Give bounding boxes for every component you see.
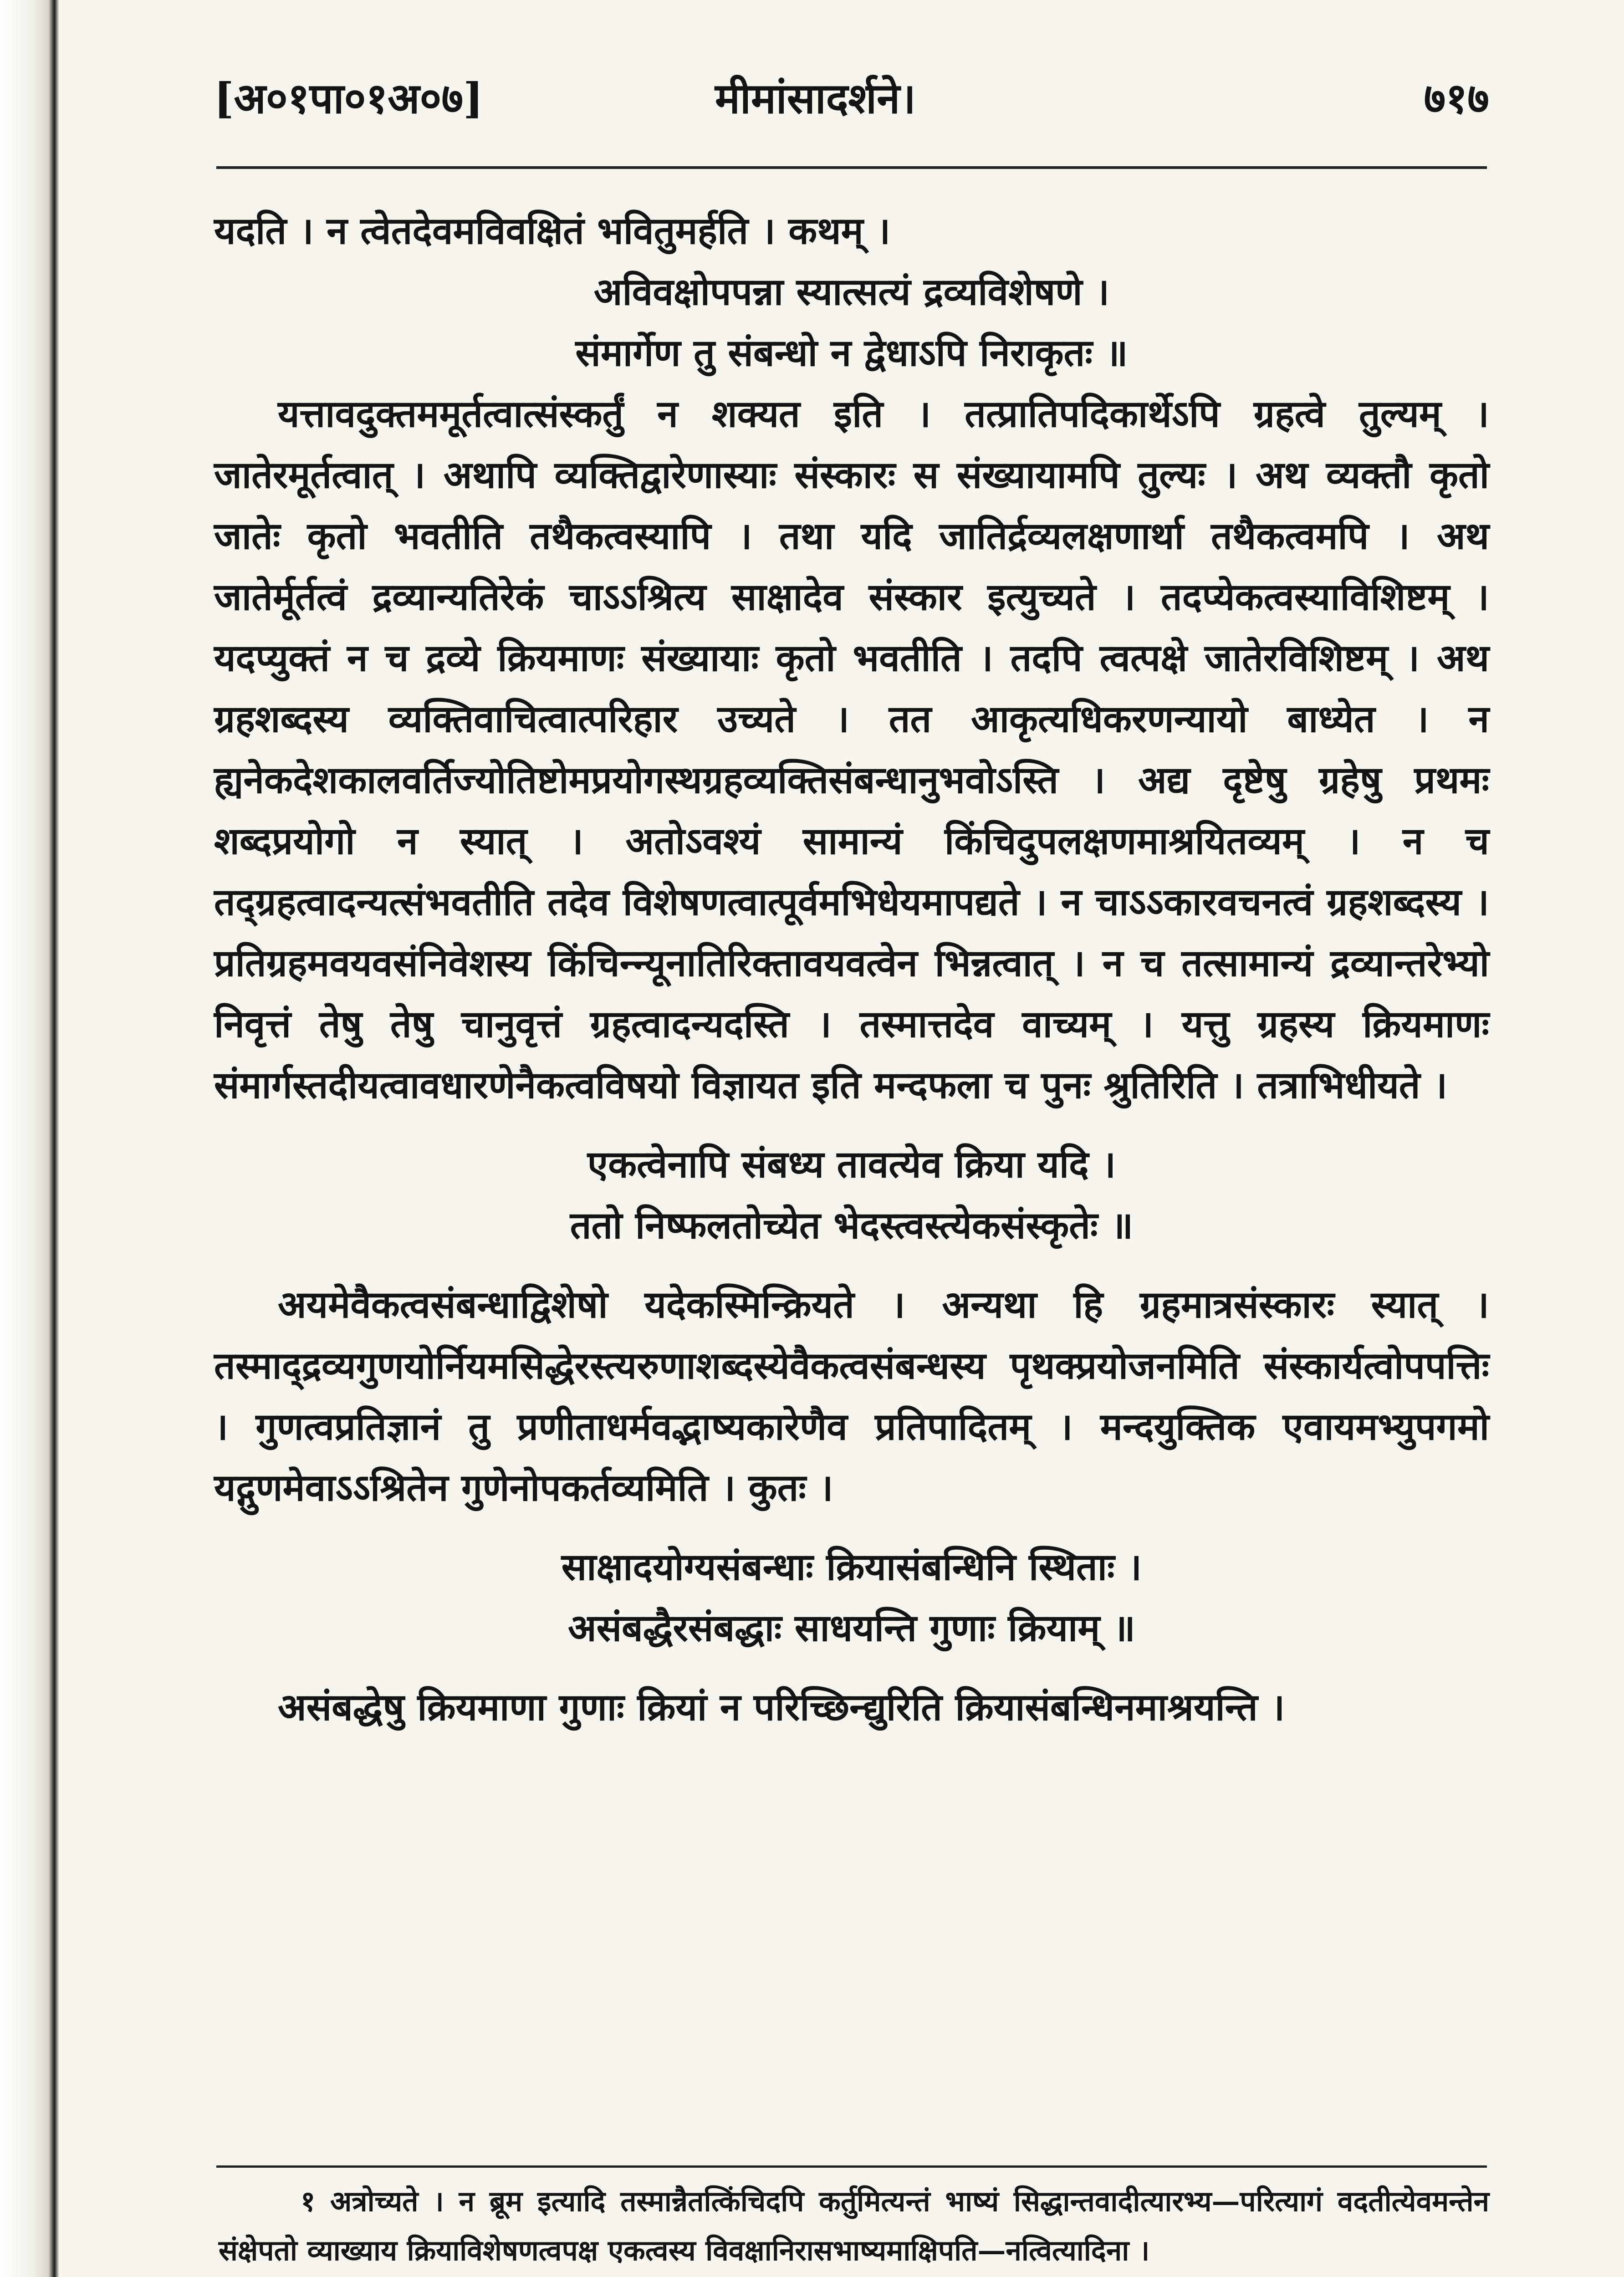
verse-3-line-2: असंबद्धैरसंबद्धाः साधयन्ति गुणाः क्रियाम् ॥ [567,1606,1136,1650]
footnote-text: १ अत्रोच्यते । न ब्रूम इत्यादि तस्मान्नैतत्किंचिदपि कर्तुमित्यन्तं भाष्यं सिद्धान्तवादीत्यारभ्य—परित्यागं वदतीत्येवमन्तेन संक्षेपतो व्याख्याय क्रियाविशेषणत्वपक्ष एकत्वस्य विवक्षानिरासभाष्यमाक्षिपति—नत्वित्यादिना । [219,2185,1489,2267]
paragraph-2: यत्तावदुक्तममूर्तत्वात्संस्कर्तुं न शक्यत इति । तत्प्रातिपदिकार्थेऽपि ग्रहत्वे तुल्यम् । जातेरमूर्तत्वात् । अथापि व्यक्तिद्वारेणास्याः संस्कारः स संख्यायामपि तुल्यः । अथ व्यक्तौ कृतो जातेः कृतो भवतीति तथैकत्वस्यापि । तथा यदि जातिर्द्रव्यलक्षणार्था तथैकत्वमपि । अथ जातेर्मूर्तत्वं द्रव्यान्यतिरेकं चाऽऽश्रित्य साक्षादेव संस्कार इत्युच्यते । तदप्येकत्वस्याविशिष्टम् । यदप्युक्तं न च द्रव्ये क्रियमाणः संख्यायाः कृतो भवतीति । तदपि त्वत्पक्षे जातेरविशिष्टम् । अथ ग्रहशब्दस्य व्यक्तिवाचित्वात्परिहार उच्यते । तत आकृत्यधिकरणन्यायो बाध्येत । न ह्यनेकदेशकालवर्तिज्योतिष्टोमप्रयोगस्थग्रहव्यक्तिसंबन्धानुभवोऽस्ति । अद्य दृष्टेषु ग्रहेषु प्रथमः शब्दप्रयोगो न स्यात् । अतोऽवश्यं सामान्यं किंचिदुपलक्षणमाश्रयितव्यम् । न च तद्ग्रहत्वादन्यत्संभवतीति तदेव विशेषणत्वात्पूर्वमभिधेयमापद्यते । न चाऽऽकारवचनत्वं ग्रहशब्दस्य । प्रतिग्रहमवयवसंनिवेशस्य किंचिन्न्यूनातिरिक्तावयवत्वेन भिन्नत्वात् । न च तत्सामान्यं द्रव्यान्तरेभ्यो निवृत्तं तेषु तेषु चानुवृत्तं ग्रहत्वादन्यदस्ति । तस्मात्तदेव वाच्यम् । यत्तु ग्रहस्य क्रियमाणः संमार्गस्तदीयत्वावधारणेनैकत्वविषयो विज्ञायत इति मन्दफला च पुनः श्रुतिरिति । तत्राभिधीयते । [214,392,1489,1107]
footnote-rule [216,2165,1487,2168]
paragraph-4: असंबद्धेषु क्रियमाणा गुणाः क्रियां न परिच्छिन्द्युरिति क्रियासंबन्धिनमाश्रयन्ति । [278,1685,1285,1729]
page-title: मीमांसादर्शने। [715,74,916,123]
main-text [214,200,1489,1738]
header-rule [216,166,1487,169]
verse-3 [214,1537,1489,1659]
section-reference: [अ०१पा०१अ०७] [214,74,483,123]
verse-1-line-2: संमार्गेण तु संबन्धो न द्वेधाऽपि निराकृतः ॥ [575,331,1128,375]
verse-3-line-1: साक्षादयोग्यसंबन्धाः क्रियासंबन्धिनि स्थिताः । [561,1545,1142,1589]
paragraph-1: यदति । न त्वेतदेवमविवक्षितं भवितुमर्हति । कथम् । [214,209,891,253]
verse-2-line-1: एकत्वेनापि संबध्य तावत्येव क्रिया यदि । [587,1143,1116,1186]
verse-2-line-2: ततो निष्फलतोच्येत भेदस्त्वस्त्येकसंस्कृतेः ॥ [570,1204,1134,1247]
verse-1 [214,261,1489,383]
paragraph-3: अयमेवैकत्वसंबन्धाद्विशेषो यदेकस्मिन्क्रियते । अन्यथा हि ग्रहमात्रसंस्कारः स्यात् । तस्माद्द्रव्यगुणयोर्नियमसिद्धेरस्त्यरुणाशब्दस्येवैकत्वसंबन्धस्य पृथक्प्रयोजनमिति संस्कार्यत्वोपपत्तिः । गुणत्वप्रतिज्ञानं तु प्रणीताधर्मवद्भाष्यकारेणैव प्रतिपादितम् । मन्दयुक्तिक एवायमभ्युपगमो यद्गुणमेवाऽऽश्रितेन गुणेनोपकर्तव्यमिति । कुतः । [214,1283,1489,1510]
running-header [214,59,1489,128]
page-number: ७१७ [1424,74,1489,123]
verse-2 [214,1134,1489,1256]
verse-1-line-1: अविवक्षोपपन्ना स्यात्सत्यं द्रव्यविशेषणे । [593,270,1110,314]
footnote [219,2177,1489,2275]
book-binding-edge [0,0,59,2277]
